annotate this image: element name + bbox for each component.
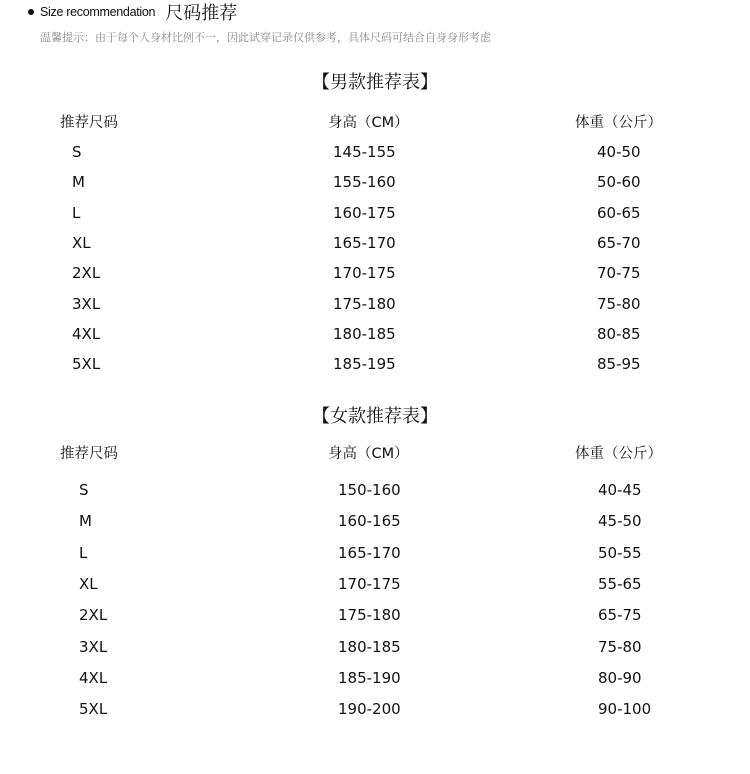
cell-size: 5XL [72, 355, 101, 374]
men-table-title: 【男款推荐表】 [312, 72, 438, 93]
column-header-height: 身高（CM） [328, 115, 409, 131]
cell-height: 160-175 [333, 203, 396, 222]
cell-size: 3XL [79, 637, 108, 656]
cell-weight: 50-55 [598, 543, 642, 562]
cell-height: 175-180 [338, 606, 401, 625]
cell-height: 160-165 [338, 512, 401, 531]
cell-size: 4XL [72, 324, 101, 343]
cell-size: 5XL [79, 700, 108, 719]
cell-height: 155-160 [333, 173, 396, 192]
cell-height: 180-185 [333, 324, 396, 343]
women-table-title: 【女款推荐表】 [312, 406, 438, 427]
column-header-size: 推荐尺码 [60, 115, 118, 131]
cell-height: 170-175 [338, 574, 401, 593]
cell-weight: 80-90 [598, 668, 642, 687]
cell-size: S [79, 481, 89, 499]
cell-size: M [72, 173, 85, 192]
english-label: Size recommendation [40, 5, 156, 19]
cell-weight: 85-95 [597, 355, 641, 374]
cell-weight: 75-80 [598, 637, 642, 656]
page-header [28, 0, 237, 24]
cell-weight: 90-100 [598, 700, 652, 719]
cell-size: 2XL [72, 264, 101, 283]
page-title: 尺码推荐 [165, 3, 238, 24]
cell-weight: 55-65 [598, 574, 642, 593]
bullet-dot-icon [28, 9, 34, 15]
cell-size: L [79, 543, 88, 562]
cell-height: 170-175 [333, 264, 396, 283]
cell-height: 165-170 [333, 233, 396, 252]
cell-height: 175-180 [333, 294, 396, 313]
column-header-weight: 体重（公斤） [575, 115, 662, 131]
cell-weight: 60-65 [597, 203, 641, 222]
cell-size: 3XL [72, 294, 101, 313]
cell-weight: 80-85 [597, 324, 641, 343]
cell-height: 145-155 [333, 143, 396, 161]
cell-height: 185-195 [333, 355, 396, 374]
cell-size: L [72, 203, 81, 222]
cell-size: M [79, 512, 92, 531]
cell-weight: 45-50 [598, 512, 642, 531]
cell-size: XL [72, 233, 91, 252]
cell-size: S [72, 143, 82, 161]
column-header-height: 身高（CM） [328, 446, 409, 462]
cell-height: 165-170 [338, 543, 401, 562]
cell-height: 180-185 [338, 637, 401, 656]
cell-size: XL [79, 574, 98, 593]
cell-weight: 65-70 [597, 233, 641, 252]
cell-size: 2XL [79, 606, 108, 625]
cell-size: 4XL [79, 668, 108, 687]
cell-weight: 40-50 [597, 143, 641, 161]
tip-text: 温馨提示：由于每个人身材比例不一，因此试穿记录仅供参考，具体尺码可结合自身身形考虑 [40, 31, 491, 44]
column-header-weight: 体重（公斤） [575, 446, 662, 462]
cell-weight: 70-75 [597, 264, 641, 283]
cell-weight: 65-75 [598, 606, 642, 625]
cell-height: 190-200 [338, 700, 401, 719]
cell-weight: 50-60 [597, 173, 641, 192]
cell-height: 185-190 [338, 668, 401, 687]
cell-weight: 75-80 [597, 294, 641, 313]
cell-height: 150-160 [338, 481, 401, 499]
cell-weight: 40-45 [598, 481, 642, 499]
column-header-size: 推荐尺码 [60, 446, 118, 462]
